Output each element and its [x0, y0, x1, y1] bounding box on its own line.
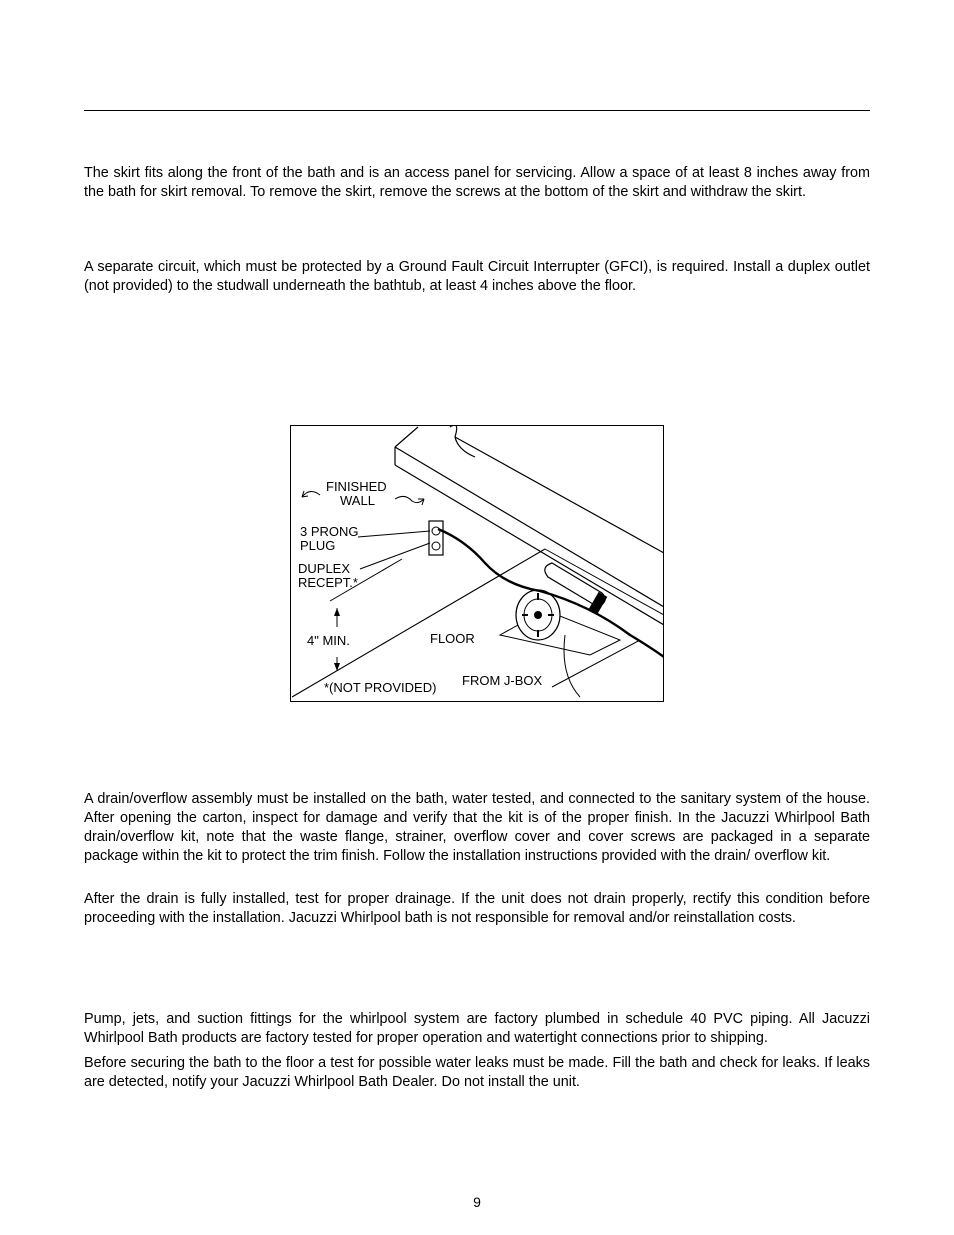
header-rule	[84, 110, 870, 111]
plug-label-line1: 3 PRONG	[300, 524, 359, 539]
electrical-paragraph: A separate circuit, which must be protected by a Ground Fault Circuit Interrupter (GFCI), is required. Install a duplex outlet (not provided) to the studwall underneath the bathtub, at least 4 inches above the floor.	[84, 259, 870, 294]
min-height-label: 4" MIN.	[307, 633, 350, 648]
not-provided-label: *(NOT PROVIDED)	[324, 680, 437, 695]
finished-label: FINISHED	[326, 479, 387, 494]
skirt-paragraph: The skirt fits along the front of the bath and is an access panel for servicing. Allow a space of at least 8 inches away from the bath for skirt removal. To remove the skirt, remove the screws at the bottom of the skirt and withdraw the skirt.	[84, 165, 870, 200]
wall-label: WALL	[340, 493, 375, 508]
from-jbox-label: FROM J-BOX	[462, 673, 543, 688]
drain-paragraph-2: After the drain is fully installed, test for proper drainage. If the unit does not drain properly, rectify this condition before proceeding with the installation. Jacuzzi Whirlpool bath is not responsible for removal and/or reinstallation costs.	[84, 891, 870, 926]
pump-shaft	[534, 611, 542, 619]
outlet-installation-diagram	[290, 425, 664, 702]
page-number: 9	[473, 1194, 481, 1210]
receptacle-socket-bottom	[432, 542, 440, 550]
plumbing-paragraph-1: Pump, jets, and suction fittings for the whirlpool system are factory plumbed in schedule 40 PVC piping. All Jacuzzi Whirlpool Bath products are factory tested for proper operation and watertight connections prior to shipping.	[84, 1011, 870, 1046]
recept-label-line1: DUPLEX	[298, 561, 351, 576]
recept-label-line2: RECEPT.*	[298, 575, 358, 590]
floor-label: FLOOR	[430, 631, 475, 646]
drain-paragraph-1: A drain/overflow assembly must be installed on the bath, water tested, and connected to the sanitary system of the house. After opening the carton, inspect for damage and verify that the kit is of the proper finish. In the Jacuzzi Whirlpool Bath drain/overflow kit, note that the waste flange, strainer, overflow cover and cover screws are packaged in a separate package within the kit to protect the trim finish. Follow the installation instructions provided with the drain/ overflow kit.	[84, 791, 870, 864]
plug-label-line2: PLUG	[300, 538, 336, 553]
plumbing-paragraph-2: Before securing the bath to the floor a test for possible water leaks must be made. Fill the bath and check for leaks. If leaks are detected, notify your Jacuzzi Whirlpool Bath Dealer. Do not install the unit.	[84, 1055, 870, 1090]
